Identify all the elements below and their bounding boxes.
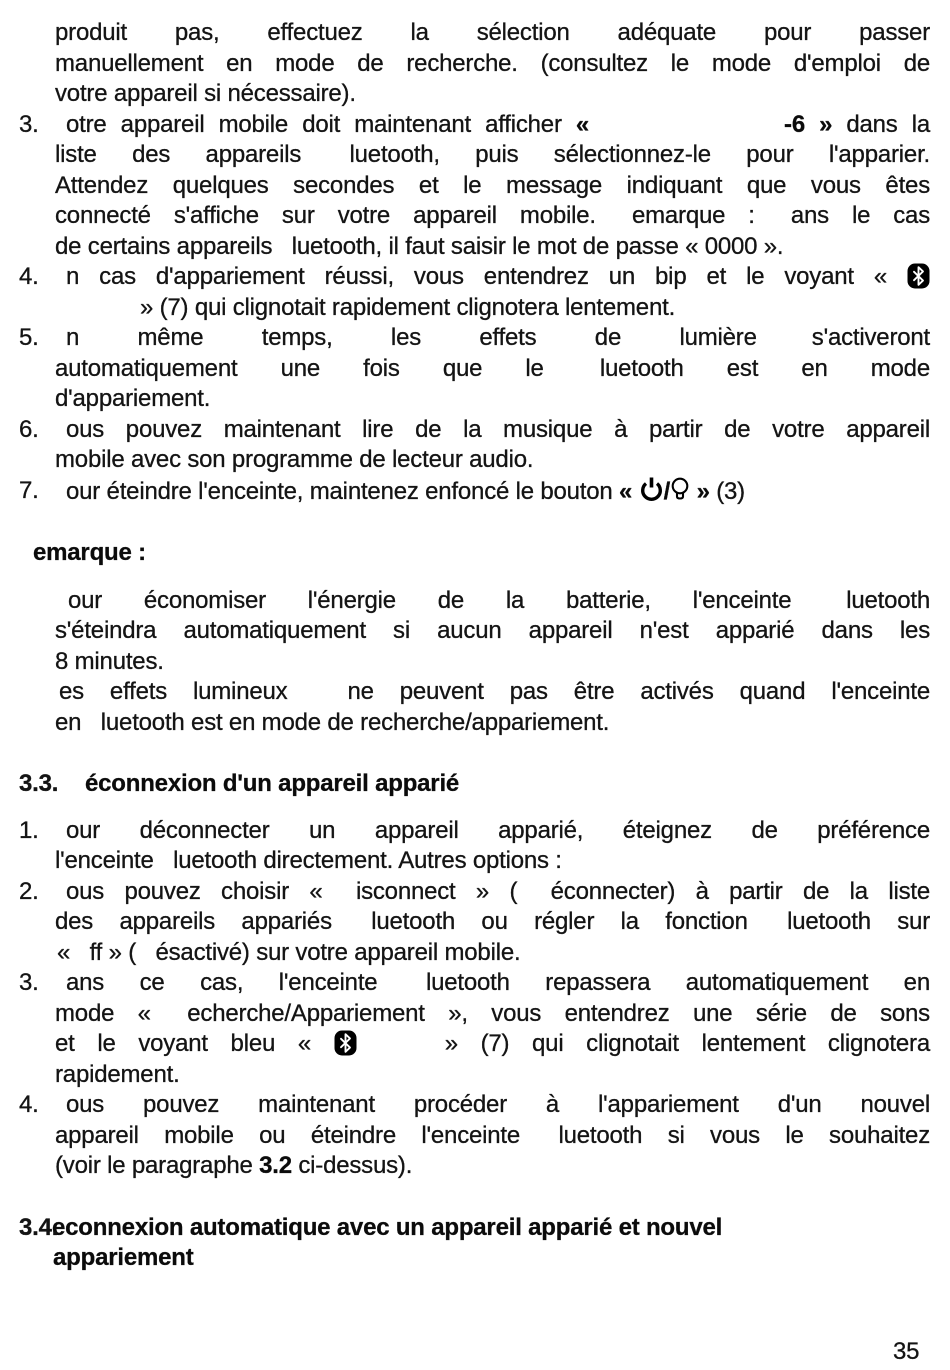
text: d'appariement. — [55, 385, 211, 412]
text-line — [55, 262, 930, 293]
text-line — [55, 1090, 930, 1121]
missing-glyph-gap — [589, 131, 784, 132]
missing-glyph-gap — [757, 344, 812, 345]
text-line — [55, 232, 930, 263]
list-number: 4. — [19, 263, 39, 290]
missing-glyph-gap — [337, 161, 350, 162]
list-item-3-3-2 — [0, 877, 950, 969]
text: votre appareil si nécessaire). — [55, 80, 356, 107]
text: (voir le paragraphe — [55, 1152, 260, 1179]
list-item-3-3-4 — [0, 1090, 950, 1182]
list-item-3 — [0, 110, 950, 263]
text-line — [55, 415, 930, 446]
text: manuellement en mode de recherche. (consultez le mode d'emploi de — [55, 49, 930, 77]
text: liste des appareils — [55, 141, 337, 168]
text-line — [33, 538, 930, 569]
bluetooth-icon — [334, 1030, 357, 1056]
text-line — [55, 647, 930, 678]
text: rapidement. — [55, 1060, 180, 1088]
missing-glyph-gap — [357, 1050, 445, 1051]
text: isconnect » ( — [355, 877, 538, 905]
list-number: 5. — [19, 324, 39, 351]
text: » (7) qui clignotait lentement clignotera — [444, 1030, 930, 1057]
power-icon — [639, 476, 664, 502]
missing-glyph-gap — [778, 222, 791, 223]
text: emarque : — [33, 539, 146, 566]
text-line — [55, 616, 930, 647]
list-item-7 — [0, 476, 950, 508]
text-line — [55, 586, 930, 617]
text-line — [55, 1060, 930, 1091]
text: éconnecter) à partir de la liste — [550, 877, 930, 905]
missing-glyph-gap — [55, 131, 66, 132]
missing-glyph-gap — [142, 959, 155, 960]
missing-glyph-gap — [55, 283, 66, 284]
text: luetooth directement. Autres options : — [173, 847, 562, 874]
document-content — [0, 18, 950, 1274]
text: s'activeront — [811, 324, 930, 351]
list-number: 7. — [19, 476, 39, 504]
page-number: 35 — [893, 1338, 920, 1365]
text: de certains appareils — [55, 232, 279, 260]
list-number: 3.4. — [19, 1213, 59, 1241]
text: ans ce cas, l'enceinte — [66, 969, 413, 996]
text-line — [55, 354, 930, 385]
text-line — [55, 18, 930, 49]
missing-glyph-gap — [55, 1111, 66, 1112]
text-line — [53, 1243, 930, 1274]
text-line — [85, 769, 930, 800]
text: Attendez quelques secondes et le message indiquant que vous êtes — [55, 171, 930, 199]
text: ans le cas — [790, 202, 931, 229]
text: luetooth ou régler la fonction — [371, 908, 775, 935]
text: 8 minutes. — [55, 647, 164, 675]
bold-text: -6 » — [784, 110, 833, 138]
text: appareil mobile ou éteindre l'enceinte — [55, 1121, 546, 1149]
text-line — [55, 384, 930, 415]
text-line — [55, 846, 930, 877]
missing-glyph-gap — [279, 253, 292, 254]
list-number: 1. — [19, 816, 39, 844]
text: n cas d'appariement réussi, vous entendrez un bip et le voyant « — [66, 263, 907, 290]
missing-glyph-gap — [174, 1020, 187, 1021]
missing-glyph-gap — [160, 867, 173, 868]
missing-glyph-gap — [774, 928, 787, 929]
text: mode « — [55, 999, 175, 1027]
text-line — [57, 938, 930, 969]
text: « — [57, 938, 77, 966]
bold-text: / — [663, 477, 671, 505]
list-number: 6. — [19, 415, 39, 443]
list-item-4 — [0, 262, 950, 323]
missing-glyph-gap — [55, 436, 66, 437]
text: econnexion automatique avec un appareil apparié et nouvel — [52, 1213, 723, 1241]
text: luetooth si vous le souhaitez — [558, 1121, 930, 1149]
missing-glyph-gap — [413, 989, 426, 990]
note-heading — [0, 538, 950, 569]
text: luetooth, puis sélectionnez-le pour l'apparier. — [349, 141, 931, 168]
bold-text: « — [619, 477, 639, 505]
text: luetooth sur — [787, 908, 930, 935]
missing-glyph-gap — [55, 989, 66, 990]
missing-glyph-gap — [88, 729, 101, 730]
text: our économiser l'énergie de la batterie, l'enceinte — [68, 586, 834, 614]
text-line — [55, 877, 930, 908]
text: ff » ( — [89, 938, 143, 966]
text: echerche/Appariement », vous entendrez une série de sons — [187, 999, 930, 1027]
light-bulb-icon — [670, 477, 690, 504]
text-line — [55, 1029, 930, 1060]
missing-glyph-gap — [77, 959, 90, 960]
missing-glyph-gap — [343, 898, 356, 899]
missing-glyph-gap — [538, 898, 551, 899]
text: l'enceinte — [55, 847, 161, 874]
missing-glyph-gap — [55, 498, 66, 499]
text: emarque : — [631, 202, 778, 229]
text: luetooth repassera automatiquement en — [425, 969, 930, 996]
section-heading-3-4 — [0, 1213, 950, 1274]
text-line — [55, 1151, 930, 1182]
text: es effets lumineux — [59, 678, 288, 705]
text-line — [55, 999, 930, 1030]
text-line — [55, 323, 930, 354]
paragraph-pairing-intro — [0, 18, 950, 110]
text: n même temps, les effets de lumière — [66, 324, 757, 351]
text: automatiquement une fois que le — [55, 354, 587, 382]
text: et le voyant bleu « — [55, 1030, 334, 1057]
missing-glyph-gap — [55, 898, 66, 899]
section-heading-3-3 — [0, 769, 950, 800]
text: éconnexion d'un appareil apparié — [85, 770, 460, 797]
text: produit pas, effectuez la sélection adéquate pour passer — [55, 19, 930, 46]
text: luetooth est en mode de recherche/appariement. — [100, 708, 610, 736]
text: ous pouvez maintenant lire de la musique à partir de votre appareil — [66, 415, 930, 443]
text-line — [52, 1213, 930, 1244]
text-line — [55, 445, 930, 476]
list-number: 3.3. — [19, 770, 59, 797]
text-line — [55, 293, 930, 324]
missing-glyph-gap — [287, 698, 347, 699]
text: ésactivé) sur votre appareil mobile. — [155, 938, 521, 966]
list-item-5 — [0, 323, 950, 415]
list-number: 4. — [19, 1091, 39, 1118]
text: otre appareil mobile doit maintenant afficher — [66, 110, 576, 138]
text: dans la — [832, 110, 931, 138]
text: mobile avec son programme de lecteur audio. — [55, 446, 534, 473]
bold-text: 3.2 — [259, 1152, 292, 1179]
text-line — [55, 708, 930, 739]
text: our éteindre l'enceinte, maintenez enfoncé le bouton — [66, 477, 620, 505]
text-line — [55, 968, 930, 999]
text: appariement — [53, 1244, 194, 1271]
text-line — [55, 816, 930, 847]
text: luetooth, il faut saisir le mot de passe « 0000 ». — [291, 232, 784, 260]
list-item-3-3-1 — [0, 816, 950, 877]
missing-glyph-gap — [55, 837, 66, 838]
list-number: 2. — [19, 877, 39, 905]
text: ne peuvent pas être activés quand l'enceinte — [347, 678, 930, 705]
text-line — [55, 49, 930, 80]
text-line — [55, 476, 930, 508]
bold-text: « — [575, 110, 590, 138]
text-line — [55, 1121, 930, 1152]
text-line — [55, 110, 930, 141]
missing-glyph-gap — [55, 344, 66, 345]
text: connecté s'affiche sur votre appareil mobile. — [55, 202, 619, 229]
text: ous pouvez choisir « — [66, 877, 343, 905]
bluetooth-icon — [907, 263, 930, 289]
text: (3) — [709, 477, 745, 505]
list-item-3-3-3 — [0, 968, 950, 1090]
text: s'éteindra automatiquement si aucun appareil n'est apparié dans les — [55, 617, 930, 644]
text: our déconnecter un appareil apparié, éteignez de préférence — [66, 816, 930, 844]
missing-glyph-gap — [587, 375, 600, 376]
text-line — [55, 171, 930, 202]
note-paragraph — [0, 586, 950, 739]
text-line — [55, 677, 930, 708]
text: luetooth est en mode — [599, 354, 930, 382]
bold-text: » — [690, 477, 710, 505]
missing-glyph-gap — [833, 607, 846, 608]
text-line — [55, 907, 930, 938]
text: » (7) qui clignotait rapidement clignotera lentement. — [140, 293, 676, 321]
text: ci-dessus). — [291, 1152, 413, 1179]
text: luetooth — [846, 586, 930, 614]
missing-glyph-gap — [55, 314, 140, 315]
text: des appareils appariés — [55, 908, 359, 935]
list-number: 3. — [19, 969, 39, 996]
missing-glyph-gap — [55, 607, 68, 608]
list-item-6 — [0, 415, 950, 476]
missing-glyph-gap — [358, 928, 371, 929]
text: ous pouvez maintenant procéder à l'appariement d'un nouvel — [66, 1091, 930, 1118]
text: en — [55, 708, 88, 736]
list-number: 3. — [19, 110, 39, 138]
text-line — [55, 140, 930, 171]
text-line — [55, 79, 930, 110]
missing-glyph-gap — [619, 222, 632, 223]
missing-glyph-gap — [545, 1142, 558, 1143]
text-line — [55, 201, 930, 232]
